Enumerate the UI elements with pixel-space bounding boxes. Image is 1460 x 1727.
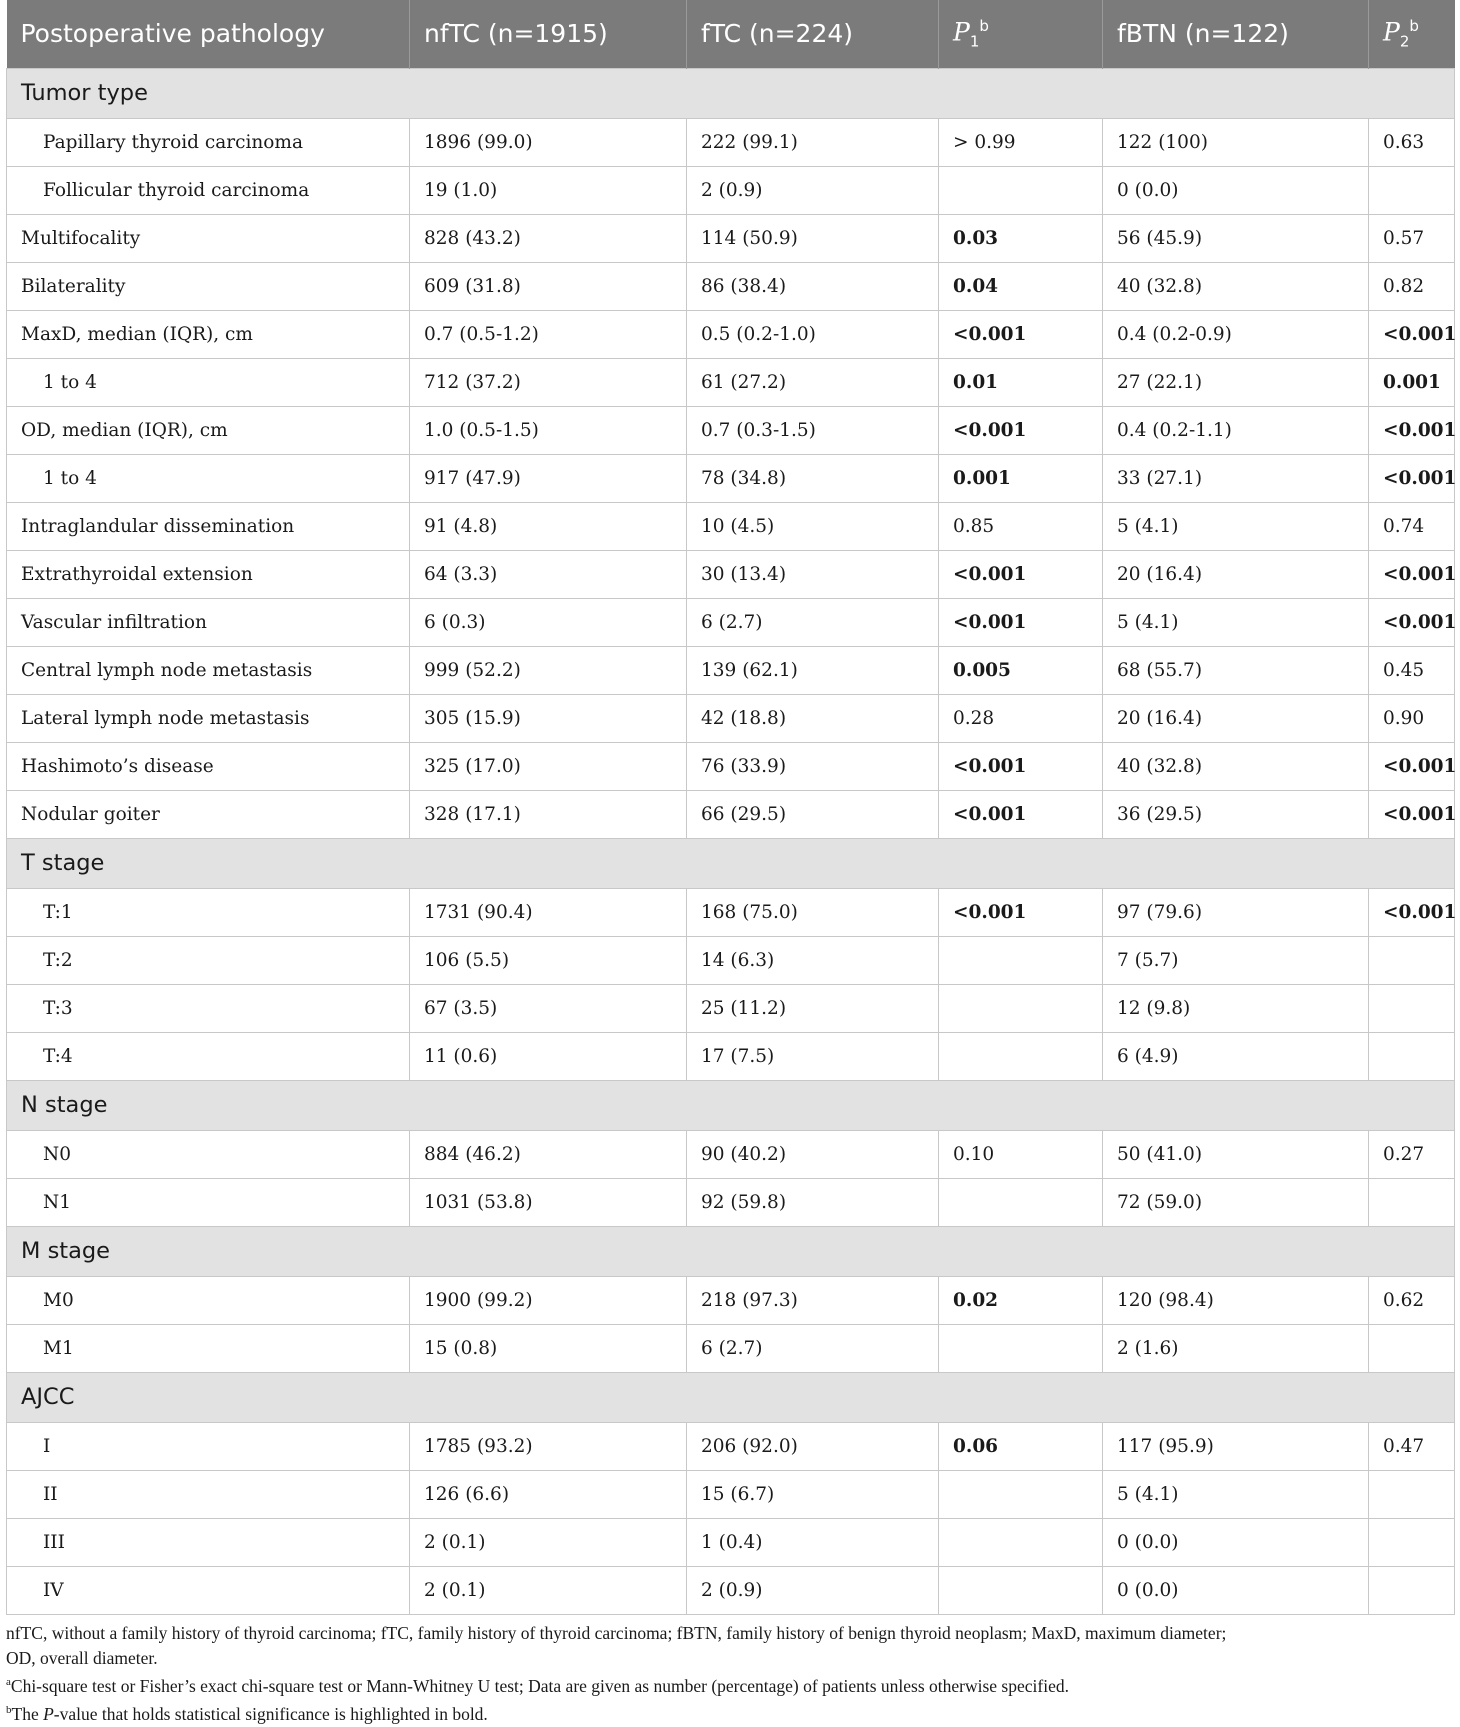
- cell-fbtn: 120 (98.4): [1103, 1276, 1369, 1324]
- row-label: T:2: [7, 936, 410, 984]
- cell-nftc: 15 (0.8): [410, 1324, 687, 1372]
- row-label: Follicular thyroid carcinoma: [7, 166, 410, 214]
- cell-fbtn: 0.4 (0.2-1.1): [1103, 406, 1369, 454]
- cell-p2: <0.001: [1369, 454, 1455, 502]
- header-pathology: Postoperative pathology: [7, 0, 410, 68]
- table-row: [7, 888, 1455, 936]
- cell-p2: [1369, 166, 1455, 214]
- row-label: Intraglandular dissemination: [7, 502, 410, 550]
- cell-p1: 0.10: [939, 1130, 1103, 1178]
- row-label: Hashimoto’s disease: [7, 742, 410, 790]
- cell-p1: [939, 1324, 1103, 1372]
- table-row: [7, 1130, 1455, 1178]
- cell-p2: 0.45: [1369, 646, 1455, 694]
- cell-p2: 0.47: [1369, 1422, 1455, 1470]
- cell-fbtn: 5 (4.1): [1103, 502, 1369, 550]
- cell-p2: <0.001: [1369, 790, 1455, 838]
- row-label: MaxD, median (IQR), cm: [7, 310, 410, 358]
- cell-fbtn: 12 (9.8): [1103, 984, 1369, 1032]
- table-container: [6, 0, 1457, 1615]
- cell-nftc: 1900 (99.2): [410, 1276, 687, 1324]
- cell-ftc: 66 (29.5): [687, 790, 939, 838]
- footnote-b-p: P: [43, 1704, 54, 1725]
- table-row: [7, 214, 1455, 262]
- cell-p1: [939, 1518, 1103, 1566]
- cell-ftc: 30 (13.4): [687, 550, 939, 598]
- row-label: T:1: [7, 888, 410, 936]
- cell-nftc: 2 (0.1): [410, 1566, 687, 1614]
- section-title: N stage: [7, 1080, 1455, 1130]
- cell-fbtn: 20 (16.4): [1103, 550, 1369, 598]
- section-title: T stage: [7, 838, 1455, 888]
- footnote-a-text: Chi-square test or Fisher’s exact chi-square test or Mann-Whitney U test; Data are given as number (percentage) of patients unless otherwise specified.: [10, 1675, 1069, 1696]
- cell-p2: <0.001: [1369, 598, 1455, 646]
- cell-nftc: 1.0 (0.5-1.5): [410, 406, 687, 454]
- cell-nftc: 19 (1.0): [410, 166, 687, 214]
- table-row: [7, 1518, 1455, 1566]
- table-row: [7, 550, 1455, 598]
- row-label: M1: [7, 1324, 410, 1372]
- cell-fbtn: 5 (4.1): [1103, 1470, 1369, 1518]
- cell-p1: [939, 1178, 1103, 1226]
- cell-p1: <0.001: [939, 310, 1103, 358]
- cell-p2: <0.001: [1369, 550, 1455, 598]
- cell-fbtn: 5 (4.1): [1103, 598, 1369, 646]
- cell-nftc: 0.7 (0.5-1.2): [410, 310, 687, 358]
- table-header: [7, 0, 1455, 68]
- table-row: [7, 1178, 1455, 1226]
- cell-p1: 0.01: [939, 358, 1103, 406]
- row-label: 1 to 4: [7, 454, 410, 502]
- cell-ftc: 76 (33.9): [687, 742, 939, 790]
- cell-nftc: 305 (15.9): [410, 694, 687, 742]
- cell-fbtn: 40 (32.8): [1103, 262, 1369, 310]
- cell-p1: 0.04: [939, 262, 1103, 310]
- section-row: [7, 1080, 1455, 1130]
- table-row: [7, 166, 1455, 214]
- row-label: I: [7, 1422, 410, 1470]
- header-p1-letter: P: [953, 17, 970, 47]
- row-label: Multifocality: [7, 214, 410, 262]
- cell-ftc: 218 (97.3): [687, 1276, 939, 1324]
- cell-p2: [1369, 1518, 1455, 1566]
- cell-nftc: 828 (43.2): [410, 214, 687, 262]
- cell-ftc: 90 (40.2): [687, 1130, 939, 1178]
- cell-ftc: 1 (0.4): [687, 1518, 939, 1566]
- table-row: [7, 742, 1455, 790]
- cell-fbtn: 0 (0.0): [1103, 1518, 1369, 1566]
- cell-fbtn: 0 (0.0): [1103, 1566, 1369, 1614]
- footnote-b: [6, 1698, 1454, 1726]
- row-label: II: [7, 1470, 410, 1518]
- cell-nftc: 1785 (93.2): [410, 1422, 687, 1470]
- row-label: IV: [7, 1566, 410, 1614]
- row-label: M0: [7, 1276, 410, 1324]
- cell-nftc: 91 (4.8): [410, 502, 687, 550]
- cell-fbtn: 97 (79.6): [1103, 888, 1369, 936]
- table-row: [7, 118, 1455, 166]
- table-row: [7, 694, 1455, 742]
- table-row: [7, 598, 1455, 646]
- footnote-b-mark: b: [6, 1704, 12, 1717]
- cell-ftc: 114 (50.9): [687, 214, 939, 262]
- cell-p1: <0.001: [939, 888, 1103, 936]
- cell-nftc: 126 (6.6): [410, 1470, 687, 1518]
- cell-p2: 0.27: [1369, 1130, 1455, 1178]
- table-row: [7, 1324, 1455, 1372]
- cell-ftc: 17 (7.5): [687, 1032, 939, 1080]
- cell-nftc: 106 (5.5): [410, 936, 687, 984]
- cell-p2: 0.001: [1369, 358, 1455, 406]
- cell-nftc: 67 (3.5): [410, 984, 687, 1032]
- cell-p2: 0.63: [1369, 118, 1455, 166]
- cell-p1: 0.03: [939, 214, 1103, 262]
- cell-p1: 0.06: [939, 1422, 1103, 1470]
- cell-ftc: 0.7 (0.3-1.5): [687, 406, 939, 454]
- cell-ftc: 222 (99.1): [687, 118, 939, 166]
- cell-nftc: 1031 (53.8): [410, 1178, 687, 1226]
- cell-p2: [1369, 1178, 1455, 1226]
- cell-ftc: 2 (0.9): [687, 1566, 939, 1614]
- cell-fbtn: 117 (95.9): [1103, 1422, 1369, 1470]
- pathology-table: [6, 0, 1455, 1615]
- cell-nftc: 2 (0.1): [410, 1518, 687, 1566]
- footnote-abbreviations-cont: OD, overall diameter.: [6, 1647, 158, 1668]
- header-p1-sub: 1: [969, 32, 980, 51]
- table-row: [7, 1470, 1455, 1518]
- cell-ftc: 0.5 (0.2-1.0): [687, 310, 939, 358]
- cell-p1: <0.001: [939, 598, 1103, 646]
- row-label: III: [7, 1518, 410, 1566]
- cell-nftc: 917 (47.9): [410, 454, 687, 502]
- cell-fbtn: 122 (100): [1103, 118, 1369, 166]
- cell-p1: <0.001: [939, 550, 1103, 598]
- table-row: [7, 646, 1455, 694]
- cell-p2: 0.82: [1369, 262, 1455, 310]
- cell-p2: <0.001: [1369, 888, 1455, 936]
- cell-ftc: 6 (2.7): [687, 598, 939, 646]
- row-label: N0: [7, 1130, 410, 1178]
- header-p2-sup: b: [1409, 17, 1419, 36]
- cell-ftc: 92 (59.8): [687, 1178, 939, 1226]
- cell-nftc: 712 (37.2): [410, 358, 687, 406]
- cell-ftc: 78 (34.8): [687, 454, 939, 502]
- cell-p1: 0.28: [939, 694, 1103, 742]
- cell-nftc: 884 (46.2): [410, 1130, 687, 1178]
- cell-p1: [939, 1470, 1103, 1518]
- cell-p2: 0.90: [1369, 694, 1455, 742]
- footnote-a: [6, 1670, 1454, 1698]
- cell-p1: 0.001: [939, 454, 1103, 502]
- table-row: [7, 1276, 1455, 1324]
- cell-p1: <0.001: [939, 790, 1103, 838]
- cell-p1: 0.005: [939, 646, 1103, 694]
- cell-nftc: 999 (52.2): [410, 646, 687, 694]
- header-ftc: fTC (n=224): [687, 0, 939, 68]
- row-label: Nodular goiter: [7, 790, 410, 838]
- cell-nftc: 1731 (90.4): [410, 888, 687, 936]
- cell-fbtn: 0 (0.0): [1103, 166, 1369, 214]
- cell-p2: 0.62: [1369, 1276, 1455, 1324]
- cell-p2: [1369, 1032, 1455, 1080]
- cell-p1: > 0.99: [939, 118, 1103, 166]
- cell-ftc: 206 (92.0): [687, 1422, 939, 1470]
- section-title: M stage: [7, 1226, 1455, 1276]
- cell-fbtn: 27 (22.1): [1103, 358, 1369, 406]
- row-label: Lateral lymph node metastasis: [7, 694, 410, 742]
- footnote-a-mark: a: [6, 1676, 11, 1688]
- row-label: T:3: [7, 984, 410, 1032]
- footnote-b-pre: The: [11, 1704, 44, 1725]
- section-row: [7, 1226, 1455, 1276]
- cell-ftc: 15 (6.7): [687, 1470, 939, 1518]
- cell-fbtn: 7 (5.7): [1103, 936, 1369, 984]
- header-fbtn: fBTN (n=122): [1103, 0, 1369, 68]
- cell-p2: [1369, 984, 1455, 1032]
- cell-p1: [939, 936, 1103, 984]
- header-p1-sup: b: [979, 17, 989, 36]
- cell-p1: [939, 1032, 1103, 1080]
- cell-fbtn: 6 (4.9): [1103, 1032, 1369, 1080]
- cell-nftc: 609 (31.8): [410, 262, 687, 310]
- cell-p2: <0.001: [1369, 742, 1455, 790]
- header-nftc: nfTC (n=1915): [410, 0, 687, 68]
- header-row: [7, 0, 1455, 68]
- table-row: [7, 406, 1455, 454]
- cell-fbtn: 2 (1.6): [1103, 1324, 1369, 1372]
- cell-p1: 0.85: [939, 502, 1103, 550]
- cell-p2: 0.74: [1369, 502, 1455, 550]
- table-row: [7, 454, 1455, 502]
- table-row: [7, 502, 1455, 550]
- table-row: [7, 310, 1455, 358]
- table-body: [7, 68, 1455, 1614]
- table-row: [7, 1032, 1455, 1080]
- cell-ftc: 6 (2.7): [687, 1324, 939, 1372]
- cell-p1: <0.001: [939, 742, 1103, 790]
- row-label: Extrathyroidal extension: [7, 550, 410, 598]
- cell-p2: [1369, 936, 1455, 984]
- cell-fbtn: 72 (59.0): [1103, 1178, 1369, 1226]
- table-row: [7, 1422, 1455, 1470]
- section-row: [7, 838, 1455, 888]
- header-p2-sub: 2: [1399, 32, 1410, 51]
- section-title: Tumor type: [7, 68, 1455, 118]
- cell-fbtn: 36 (29.5): [1103, 790, 1369, 838]
- cell-ftc: 14 (6.3): [687, 936, 939, 984]
- section-title: AJCC: [7, 1372, 1455, 1422]
- cell-nftc: 1896 (99.0): [410, 118, 687, 166]
- footnote-abbreviations: nfTC, without a family history of thyroid carcinoma; fTC, family history of thyroid carcinoma; fBTN, family history of benign thyroid neoplasm; MaxD, maximum diameter;: [6, 1623, 1227, 1643]
- cell-nftc: 11 (0.6): [410, 1032, 687, 1080]
- cell-p2: <0.001: [1369, 310, 1455, 358]
- section-row: [7, 1372, 1455, 1422]
- cell-ftc: 10 (4.5): [687, 502, 939, 550]
- cell-ftc: 139 (62.1): [687, 646, 939, 694]
- header-p2: [1369, 0, 1455, 68]
- row-label: OD, median (IQR), cm: [7, 406, 410, 454]
- footnote-b-post: -value that holds statistical significance is highlighted in bold.: [53, 1704, 488, 1725]
- cell-nftc: 328 (17.1): [410, 790, 687, 838]
- cell-p1: [939, 984, 1103, 1032]
- cell-nftc: 64 (3.3): [410, 550, 687, 598]
- cell-p2: [1369, 1470, 1455, 1518]
- row-label: Vascular infiltration: [7, 598, 410, 646]
- cell-p2: [1369, 1566, 1455, 1614]
- cell-p2: <0.001: [1369, 406, 1455, 454]
- cell-fbtn: 20 (16.4): [1103, 694, 1369, 742]
- row-label: 1 to 4: [7, 358, 410, 406]
- cell-ftc: 61 (27.2): [687, 358, 939, 406]
- row-label: N1: [7, 1178, 410, 1226]
- cell-fbtn: 56 (45.9): [1103, 214, 1369, 262]
- table-row: [7, 790, 1455, 838]
- cell-p1: [939, 1566, 1103, 1614]
- cell-ftc: 86 (38.4): [687, 262, 939, 310]
- header-p2-letter: P: [1383, 17, 1400, 47]
- table-row: [7, 1566, 1455, 1614]
- table-row: [7, 936, 1455, 984]
- section-row: [7, 68, 1455, 118]
- row-label: T:4: [7, 1032, 410, 1080]
- row-label: Central lymph node metastasis: [7, 646, 410, 694]
- cell-fbtn: 40 (32.8): [1103, 742, 1369, 790]
- cell-p2: 0.57: [1369, 214, 1455, 262]
- footnotes: [6, 1621, 1454, 1727]
- cell-fbtn: 68 (55.7): [1103, 646, 1369, 694]
- cell-ftc: 168 (75.0): [687, 888, 939, 936]
- cell-fbtn: 33 (27.1): [1103, 454, 1369, 502]
- table-row: [7, 358, 1455, 406]
- row-label: Papillary thyroid carcinoma: [7, 118, 410, 166]
- cell-nftc: 6 (0.3): [410, 598, 687, 646]
- cell-nftc: 325 (17.0): [410, 742, 687, 790]
- cell-fbtn: 50 (41.0): [1103, 1130, 1369, 1178]
- table-row: [7, 984, 1455, 1032]
- cell-fbtn: 0.4 (0.2-0.9): [1103, 310, 1369, 358]
- row-label: Bilaterality: [7, 262, 410, 310]
- table-row: [7, 262, 1455, 310]
- cell-p1: [939, 166, 1103, 214]
- cell-ftc: 25 (11.2): [687, 984, 939, 1032]
- cell-ftc: 42 (18.8): [687, 694, 939, 742]
- header-p1: [939, 0, 1103, 68]
- cell-p1: <0.001: [939, 406, 1103, 454]
- cell-p2: [1369, 1324, 1455, 1372]
- cell-ftc: 2 (0.9): [687, 166, 939, 214]
- cell-p1: 0.02: [939, 1276, 1103, 1324]
